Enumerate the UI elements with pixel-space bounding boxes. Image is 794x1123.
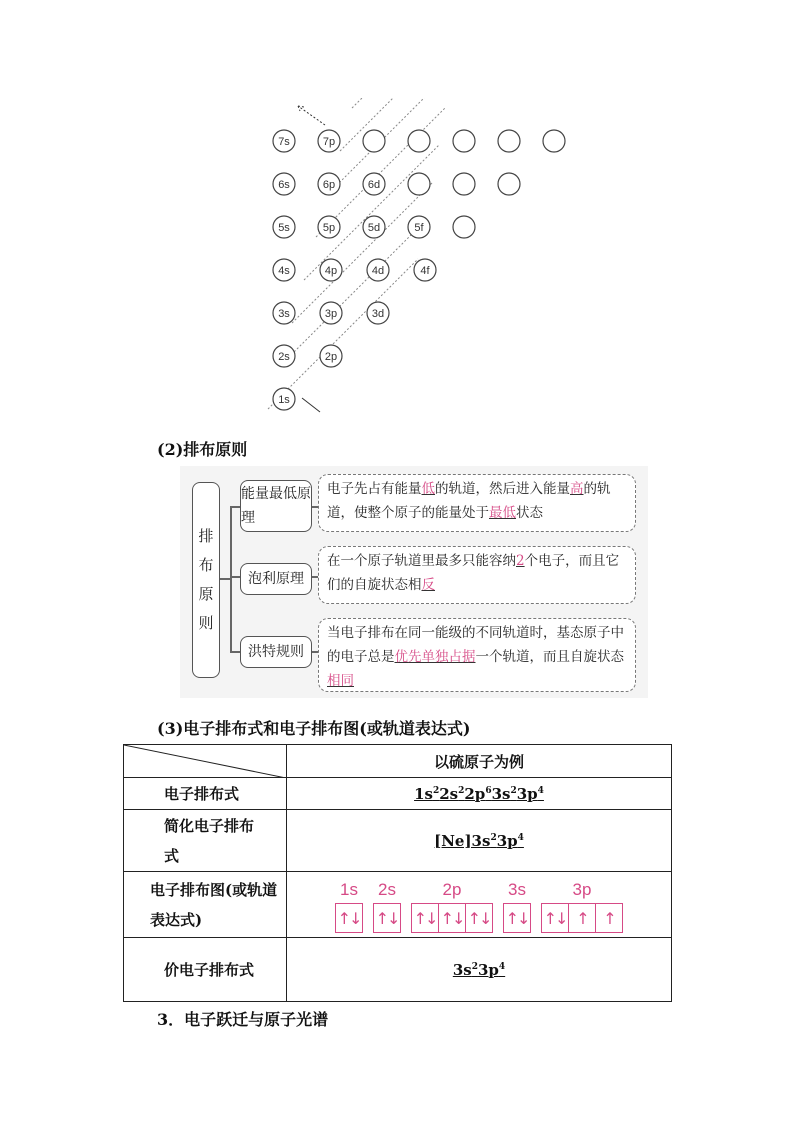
exit-arrow xyxy=(298,106,325,125)
orbital-label: 5d xyxy=(367,222,381,234)
rule-desc-hund xyxy=(318,618,636,692)
table-corner-cell xyxy=(124,745,287,778)
row-label-config: 电子排布式 xyxy=(124,778,287,810)
orbital-circle xyxy=(498,130,520,152)
orbital-label: 2p xyxy=(324,351,338,363)
orbital-box: ↑↓ xyxy=(439,904,466,932)
desc-text: 一个轨道，而且自旋状态 xyxy=(475,649,624,665)
row-label-short-config: 简化电子排布式 xyxy=(124,810,287,872)
formula-base: 1s xyxy=(414,784,433,803)
orbital-group xyxy=(411,880,493,933)
orbital-box: ↑ xyxy=(603,908,615,928)
formula-exponent: 4 xyxy=(537,785,544,796)
desc-text: 的轨道，然后进入能量 xyxy=(435,481,570,497)
formula-base: 2s xyxy=(439,784,459,803)
orbital-circle xyxy=(498,173,520,195)
orbital-box: ↑↓ xyxy=(542,904,569,932)
orbital-label: 1s xyxy=(278,394,290,406)
formula-base: 3s xyxy=(491,784,511,803)
orbital-label: 7p xyxy=(322,136,336,148)
formula-base: 2p xyxy=(464,784,486,803)
side-label-char: 则 xyxy=(198,614,214,632)
orbital-group-label: 3p xyxy=(572,880,592,899)
orbital-box: ↑↓ xyxy=(467,908,491,928)
orbital-circle xyxy=(453,173,475,195)
rules-side-label xyxy=(192,482,220,678)
orbital-group xyxy=(541,880,623,933)
row-label-valence-config: 价电子排布式 xyxy=(124,938,287,1002)
entry-arrow xyxy=(302,398,320,412)
orbital-label: 5f xyxy=(414,222,424,234)
rule-name-hund: 洪特规则 xyxy=(240,636,312,668)
orbital-label: 6p xyxy=(322,179,336,191)
orbital-box: ↑↓ xyxy=(412,904,439,932)
orbital-label: 3d xyxy=(371,308,385,320)
orbital-label: 4p xyxy=(324,265,338,277)
desc-text: 电子先占有能量 xyxy=(327,481,422,497)
value-valence-config xyxy=(287,938,672,1002)
orbital-label: 5s xyxy=(278,222,290,234)
arrangement-rules-diagram xyxy=(180,466,648,698)
orbital-circle xyxy=(408,173,430,195)
orbital-label: 2s xyxy=(278,351,290,363)
orbital-group-label: 3s xyxy=(508,880,526,899)
keyword: 2 xyxy=(516,553,525,569)
section-3-heading: 3．电子跃迁与原子光谱 xyxy=(157,1010,329,1029)
value-orbital-diagram xyxy=(287,872,672,938)
formula-base: 3p xyxy=(477,960,499,979)
orbital-label: 7s xyxy=(278,136,290,148)
rule-name-lowest-energy: 能量最低原理 xyxy=(240,480,312,532)
formula-exponent: 4 xyxy=(498,961,506,972)
keyword: 优先单独占据 xyxy=(394,649,476,665)
orbital-label: 3s xyxy=(278,308,290,320)
formula-exponent: 2 xyxy=(471,961,478,972)
desc-text: 在一个原子轨道里最多只能容纳 xyxy=(327,553,516,569)
orbital-group xyxy=(335,880,363,933)
orbital-box: ↑↓ xyxy=(337,908,361,928)
keyword: 低 xyxy=(421,481,435,497)
formula-exponent: 2 xyxy=(510,785,517,796)
orbital-group-label: 2s xyxy=(378,880,396,899)
value-short-config xyxy=(287,810,672,872)
desc-text: 状态 xyxy=(516,505,543,521)
formula-exponent: 2 xyxy=(432,785,440,796)
orbital-label: 4d xyxy=(371,265,385,277)
rule-desc-lowest-energy xyxy=(318,474,636,532)
section-3-title: (3)电子排布式和电子排布图(或轨道表达式) xyxy=(157,719,471,738)
orbital-group xyxy=(373,880,401,933)
table-header: 以硫原子为例 xyxy=(287,745,672,778)
orbital-circle xyxy=(363,130,385,152)
orbital-circle xyxy=(453,130,475,152)
keyword: 最低 xyxy=(489,505,516,521)
desc-text: 的轨道，使整个原子的能量处于 xyxy=(327,481,611,521)
orbital-box: ↑↓ xyxy=(375,908,399,928)
orbital-box: ↑ xyxy=(569,904,596,932)
side-label-char: 布 xyxy=(198,556,214,574)
orbital-circle xyxy=(543,130,565,152)
formula-base: [Ne]3s xyxy=(434,831,491,850)
orbital-label: 6d xyxy=(367,179,381,191)
formula-base: 3s xyxy=(452,960,472,979)
desc-text: 当电子排布在同一能级的不同轨道时，基态原子中的电子总是 xyxy=(327,625,624,665)
orbital-box: ↑↓ xyxy=(505,908,529,928)
orbital-group-label: 2p xyxy=(442,880,462,899)
keyword: 相同 xyxy=(327,673,354,689)
side-label-char: 原 xyxy=(198,585,214,603)
keyword: 反 xyxy=(421,577,435,593)
formula-exponent: 6 xyxy=(485,785,492,796)
orbital-label: 4s xyxy=(278,265,290,277)
formula-base: 3p xyxy=(516,784,538,803)
orbital-circle xyxy=(408,130,430,152)
rule-desc-pauli xyxy=(318,546,636,604)
side-label-char: 排 xyxy=(198,527,214,545)
rule-name-pauli: 泡利原理 xyxy=(240,563,312,595)
formula-exponent: 4 xyxy=(517,832,524,843)
desc-text: 个电子，而且它们的自旋状态相 xyxy=(327,553,620,593)
row-label-orbital-diagram: 电子排布图(或轨道表达式) xyxy=(124,872,287,938)
formula-exponent: 2 xyxy=(458,785,465,796)
value-config xyxy=(287,778,672,810)
keyword: 高 xyxy=(570,481,584,497)
electron-configuration-table xyxy=(123,744,672,1002)
formula-base: 3p xyxy=(496,831,518,850)
orbital-circle xyxy=(453,216,475,238)
section-2-title: (2)排布原则 xyxy=(157,440,248,459)
formula-exponent: 2 xyxy=(490,832,497,843)
orbital-label: 3p xyxy=(324,308,338,320)
aufbau-order-diagram xyxy=(250,98,582,424)
orbital-label: 5p xyxy=(322,222,336,234)
orbital-label: 6s xyxy=(278,179,290,191)
orbital-label: 4f xyxy=(420,265,430,277)
orbital-group xyxy=(503,880,531,933)
orbital-group-label: 1s xyxy=(340,880,358,899)
